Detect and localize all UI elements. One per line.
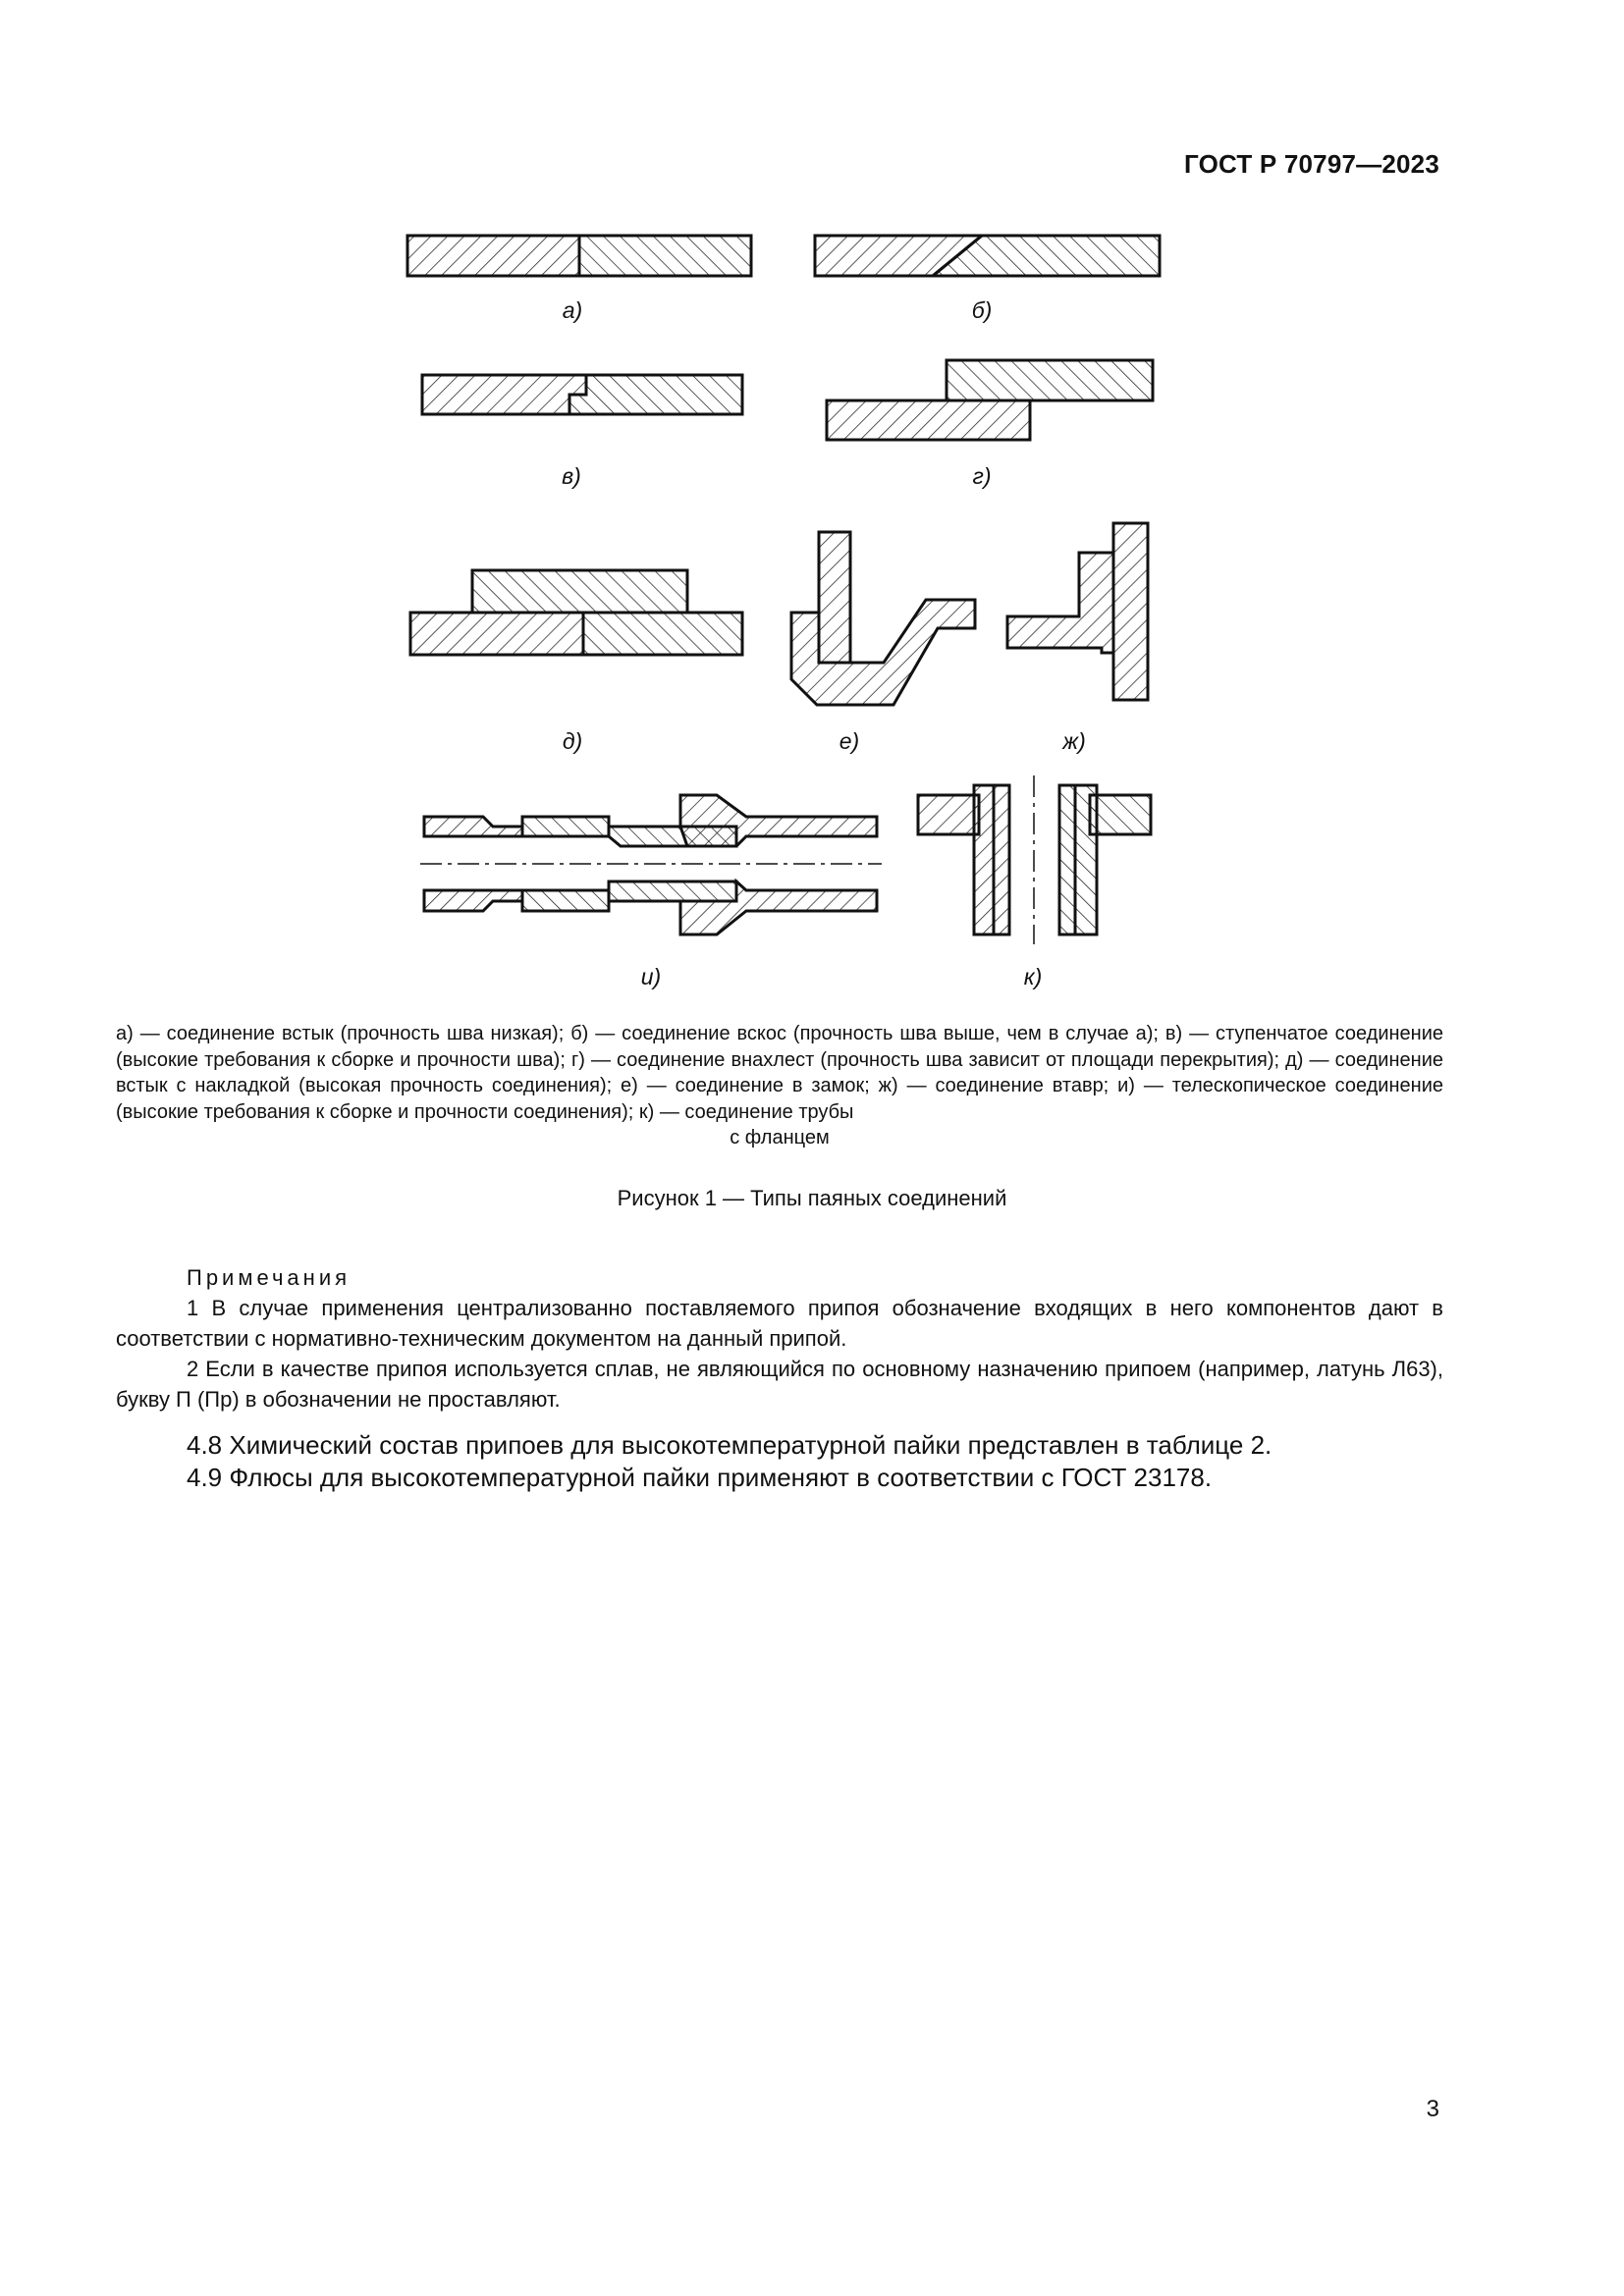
joint-v-stepped-drawing [422,375,742,414]
joint-b-scarf-drawing [815,236,1160,276]
figure-label-k: к) [1023,964,1043,989]
joint-d-strap-drawing [410,570,742,655]
figure-label-zh: ж) [1062,728,1086,754]
figure-caption: Рисунок 1 — Типы паяных соединений [617,1186,1007,1210]
figure-legend [116,1021,1443,1151]
paragraph-4-8: 4.8 Химический состав припоев для высокотемпературной пайки представлен в таблице 2. [187,1430,1272,1460]
paragraph-4-9: 4.9 Флюсы для высокотемпературной пайки применяют в соответствии с ГОСТ 23178. [187,1463,1213,1492]
joint-i-telescopic-drawing [424,795,877,934]
note-item: 1 В случае применения централизованно поставляемого припоя обозначение входящих в него компонентов дают в соответствии с нормативно-техническим документом на данный припой. [116,1296,1443,1351]
figure-legend-tail: с фланцем [730,1127,830,1148]
note-item: 2 Если в качестве припоя используется сплав, не являющийся по основному назначению припоем (например, латунь Л63), букву П (Пр) в обозначении не проставляют. [116,1357,1443,1412]
figure-label-e: е) [839,728,860,754]
joint-e-lock-drawing [791,532,975,705]
joint-g-lap-drawing [827,360,1153,440]
notes-title: Примечания [187,1265,352,1290]
document-id-header: ГОСТ Р 70797—2023 [1184,149,1439,179]
brazed-joints-figure [0,0,1624,1001]
figure-label-g: г) [972,463,992,489]
joint-zh-tee-drawing [1007,523,1148,700]
page-number: 3 [1426,2096,1439,2122]
figure-legend-text: а) — соединение встык (прочность шва низкая); б) — соединение вскос (прочность шва выше, чем в случае а); в) — ступенчатое соединение (высокие требования к сборке и прочности шва); г) — соединение внахлест (прочность шва зависит от площади перекрытия); д) — соединение встык с накладкой (высокая прочность соединения); е) — соединение в замок; ж) — соединение втавр; и) — телескопическое соединение (высокие требования к сборке и прочности соединения); к) — соединение трубы [116,1023,1443,1123]
figure-label-i: и) [640,964,662,989]
figure-label-d: д) [562,728,583,754]
figure-label-v: в) [562,463,581,489]
figure-label-b: б) [971,297,993,323]
body-text [116,1429,1443,1494]
figure-label-a: а) [562,297,583,323]
notes-block [116,1262,1443,1415]
joint-a-butt-drawing [407,236,751,276]
